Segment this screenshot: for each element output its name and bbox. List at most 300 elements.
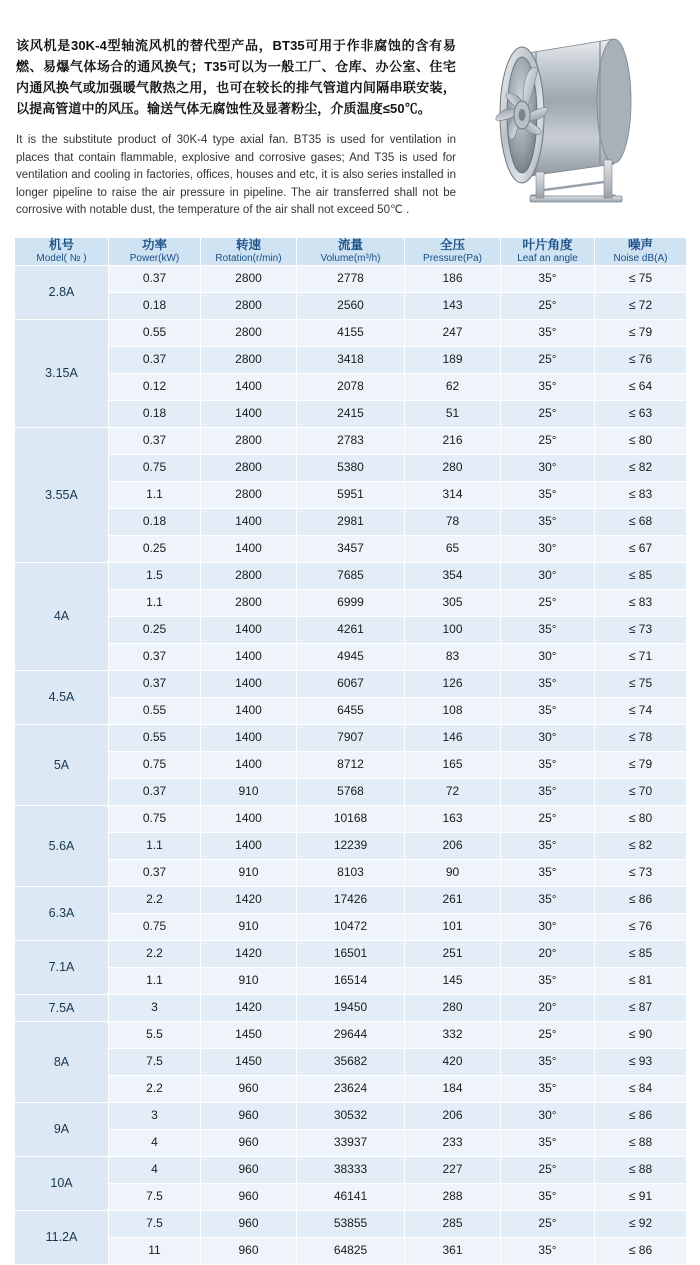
cell-noise: ≤ 72: [595, 292, 687, 319]
cell-volume: 4155: [297, 319, 405, 346]
cell-power: 0.18: [109, 508, 201, 535]
cell-leaf-angle: 35°: [501, 751, 595, 778]
cell-rotation: 2800: [201, 589, 297, 616]
cell-power: 11: [109, 1237, 201, 1264]
table-row: [15, 1048, 687, 1075]
header-cn: 机号: [48, 238, 74, 253]
cell-leaf-angle: 35°: [501, 1183, 595, 1210]
cell-volume: 2981: [297, 508, 405, 535]
cell-noise: ≤ 86: [595, 1237, 687, 1264]
cell-power: 1.1: [109, 967, 201, 994]
cell-volume: 7685: [297, 562, 405, 589]
cell-leaf-angle: 20°: [501, 994, 595, 1021]
table-body: [15, 265, 687, 1264]
cell-leaf-angle: 35°: [501, 1048, 595, 1075]
cell-power: 0.18: [109, 400, 201, 427]
cell-volume: 2078: [297, 373, 405, 400]
cell-pressure: 186: [405, 265, 501, 292]
cell-noise: ≤ 71: [595, 643, 687, 670]
cell-rotation: 1400: [201, 832, 297, 859]
cell-model: 7.5A: [15, 994, 109, 1021]
cell-leaf-angle: 35°: [501, 1075, 595, 1102]
axial-fan-icon: [464, 14, 684, 214]
cell-power: 0.75: [109, 751, 201, 778]
cell-noise: ≤ 73: [595, 859, 687, 886]
cell-rotation: 960: [201, 1156, 297, 1183]
cell-volume: 4261: [297, 616, 405, 643]
column-header-model: [15, 238, 109, 266]
cell-noise: ≤ 73: [595, 616, 687, 643]
header-section: [0, 0, 700, 237]
cell-pressure: 314: [405, 481, 501, 508]
column-header-noise: [595, 238, 687, 266]
cell-leaf-angle: 30°: [501, 724, 595, 751]
cell-volume: 17426: [297, 886, 405, 913]
cell-rotation: 1400: [201, 751, 297, 778]
cell-noise: ≤ 75: [595, 670, 687, 697]
table-row: [15, 940, 687, 967]
cell-power: 5.5: [109, 1021, 201, 1048]
header-cn: 噪声: [627, 238, 653, 253]
cell-power: 0.75: [109, 454, 201, 481]
cell-noise: ≤ 76: [595, 346, 687, 373]
cell-power: 3: [109, 994, 201, 1021]
cell-leaf-angle: 35°: [501, 265, 595, 292]
cell-leaf-angle: 25°: [501, 427, 595, 454]
cell-noise: ≤ 68: [595, 508, 687, 535]
cell-rotation: 960: [201, 1183, 297, 1210]
cell-noise: ≤ 64: [595, 373, 687, 400]
cell-model: 9A: [15, 1102, 109, 1156]
cell-rotation: 1400: [201, 643, 297, 670]
cell-rotation: 2800: [201, 346, 297, 373]
table-header: [15, 238, 687, 266]
table-row: [15, 751, 687, 778]
column-header-leaf-angle: [501, 238, 595, 266]
cell-power: 0.75: [109, 805, 201, 832]
cell-leaf-angle: 35°: [501, 886, 595, 913]
cell-pressure: 216: [405, 427, 501, 454]
cell-pressure: 285: [405, 1210, 501, 1237]
description-block: [16, 22, 464, 231]
cell-volume: 2778: [297, 265, 405, 292]
cell-noise: ≤ 85: [595, 562, 687, 589]
cell-power: 7.5: [109, 1048, 201, 1075]
cell-noise: ≤ 88: [595, 1156, 687, 1183]
header-cn: 转速: [235, 238, 261, 253]
cell-volume: 6455: [297, 697, 405, 724]
cell-power: 0.55: [109, 724, 201, 751]
cell-pressure: 251: [405, 940, 501, 967]
cell-leaf-angle: 35°: [501, 616, 595, 643]
cell-leaf-angle: 25°: [501, 346, 595, 373]
cell-pressure: 62: [405, 373, 501, 400]
cell-volume: 3457: [297, 535, 405, 562]
cell-noise: ≤ 81: [595, 967, 687, 994]
cell-model: 7.1A: [15, 940, 109, 994]
cell-noise: ≤ 87: [595, 994, 687, 1021]
cell-volume: 33937: [297, 1129, 405, 1156]
cell-pressure: 305: [405, 589, 501, 616]
cell-leaf-angle: 35°: [501, 1237, 595, 1264]
table-row: [15, 1129, 687, 1156]
table-row: [15, 319, 687, 346]
cell-power: 3: [109, 1102, 201, 1129]
cell-rotation: 2800: [201, 292, 297, 319]
table-row: [15, 454, 687, 481]
header-en: Power(kW): [129, 253, 180, 265]
cell-noise: ≤ 76: [595, 913, 687, 940]
cell-volume: 46141: [297, 1183, 405, 1210]
cell-model: 4A: [15, 562, 109, 670]
cell-volume: 2783: [297, 427, 405, 454]
table-row: [15, 616, 687, 643]
table-row: [15, 1102, 687, 1129]
cell-power: 1.1: [109, 589, 201, 616]
table-row: [15, 481, 687, 508]
header-en: Noise dB(A): [613, 253, 668, 265]
cell-pressure: 206: [405, 1102, 501, 1129]
cell-noise: ≤ 92: [595, 1210, 687, 1237]
specification-table: [14, 237, 687, 1265]
cell-volume: 35682: [297, 1048, 405, 1075]
cell-pressure: 354: [405, 562, 501, 589]
cell-pressure: 247: [405, 319, 501, 346]
cell-rotation: 1420: [201, 886, 297, 913]
table-row: [15, 724, 687, 751]
cell-pressure: 420: [405, 1048, 501, 1075]
cell-noise: ≤ 88: [595, 1129, 687, 1156]
cell-rotation: 1400: [201, 670, 297, 697]
header-en: Pressure(Pa): [423, 253, 482, 265]
cell-leaf-angle: 25°: [501, 400, 595, 427]
cell-pressure: 165: [405, 751, 501, 778]
table-row: [15, 1156, 687, 1183]
cell-power: 0.55: [109, 319, 201, 346]
table-row: [15, 373, 687, 400]
table-row: [15, 535, 687, 562]
header-row: [15, 238, 687, 266]
cell-leaf-angle: 25°: [501, 1021, 595, 1048]
cell-pressure: 163: [405, 805, 501, 832]
cell-pressure: 78: [405, 508, 501, 535]
cell-pressure: 288: [405, 1183, 501, 1210]
cell-pressure: 90: [405, 859, 501, 886]
cell-volume: 6999: [297, 589, 405, 616]
table-row: [15, 427, 687, 454]
table-row: [15, 778, 687, 805]
cell-pressure: 184: [405, 1075, 501, 1102]
cell-noise: ≤ 93: [595, 1048, 687, 1075]
table-row: [15, 1075, 687, 1102]
cell-rotation: 960: [201, 1102, 297, 1129]
cell-volume: 29644: [297, 1021, 405, 1048]
cell-volume: 64825: [297, 1237, 405, 1264]
cell-pressure: 332: [405, 1021, 501, 1048]
cell-leaf-angle: 35°: [501, 319, 595, 346]
cell-volume: 5768: [297, 778, 405, 805]
cell-power: 1.1: [109, 832, 201, 859]
cell-power: 2.2: [109, 886, 201, 913]
cell-noise: ≤ 79: [595, 319, 687, 346]
cell-volume: 3418: [297, 346, 405, 373]
cell-rotation: 2800: [201, 454, 297, 481]
cell-leaf-angle: 30°: [501, 1102, 595, 1129]
cell-pressure: 101: [405, 913, 501, 940]
cell-rotation: 910: [201, 859, 297, 886]
cell-volume: 8712: [297, 751, 405, 778]
cell-pressure: 145: [405, 967, 501, 994]
cell-noise: ≤ 86: [595, 1102, 687, 1129]
cell-noise: ≤ 75: [595, 265, 687, 292]
cell-pressure: 143: [405, 292, 501, 319]
cell-rotation: 960: [201, 1075, 297, 1102]
cell-volume: 10168: [297, 805, 405, 832]
cell-rotation: 960: [201, 1210, 297, 1237]
header-cn: 流量: [337, 238, 363, 253]
cell-model: 5.6A: [15, 805, 109, 886]
cell-leaf-angle: 20°: [501, 940, 595, 967]
cell-power: 7.5: [109, 1183, 201, 1210]
table-row: [15, 508, 687, 535]
cell-rotation: 1400: [201, 373, 297, 400]
cell-power: 0.75: [109, 913, 201, 940]
cell-power: 2.2: [109, 940, 201, 967]
cell-leaf-angle: 35°: [501, 859, 595, 886]
table-row: [15, 1210, 687, 1237]
cell-volume: 53855: [297, 1210, 405, 1237]
cell-power: 1.5: [109, 562, 201, 589]
cell-rotation: 1420: [201, 994, 297, 1021]
table-row: [15, 1021, 687, 1048]
fan-illustration: [464, 14, 684, 214]
cell-rotation: 910: [201, 913, 297, 940]
header-en: Model( № ): [36, 253, 87, 265]
cell-pressure: 72: [405, 778, 501, 805]
cell-noise: ≤ 82: [595, 454, 687, 481]
cell-noise: ≤ 84: [595, 1075, 687, 1102]
table-row: [15, 1183, 687, 1210]
cell-leaf-angle: 35°: [501, 832, 595, 859]
cell-noise: ≤ 80: [595, 427, 687, 454]
cell-volume: 30532: [297, 1102, 405, 1129]
cell-noise: ≤ 80: [595, 805, 687, 832]
cell-rotation: 910: [201, 778, 297, 805]
cell-rotation: 2800: [201, 481, 297, 508]
cell-noise: ≤ 85: [595, 940, 687, 967]
cell-rotation: 2800: [201, 319, 297, 346]
cell-pressure: 206: [405, 832, 501, 859]
cell-rotation: 1400: [201, 724, 297, 751]
cell-noise: ≤ 74: [595, 697, 687, 724]
header-en: Volume(m³/h): [320, 253, 381, 265]
cell-model: 4.5A: [15, 670, 109, 724]
cell-volume: 38333: [297, 1156, 405, 1183]
description-english: It is the substitute product of 30K-4 type axial fan. BT35 is used for ventilation in places that contain flammable, explosive and corrosive gases; And T35 is used for ventilation and cooling in factories, offices, houses and etc, it is also series installed in longer pipeline to raise the air pressure in pipeline. The air transferred shall not be corrosive with notable dust, the temperature of the air shall not exceed 50℃ .: [16, 134, 456, 217]
header-en: Rotation(r/min): [215, 253, 282, 265]
cell-power: 0.25: [109, 535, 201, 562]
cell-volume: 5380: [297, 454, 405, 481]
table-row: [15, 994, 687, 1021]
header-cn: 全压: [439, 238, 465, 253]
table-row: [15, 346, 687, 373]
cell-leaf-angle: 30°: [501, 643, 595, 670]
cell-noise: ≤ 63: [595, 400, 687, 427]
cell-leaf-angle: 35°: [501, 508, 595, 535]
cell-rotation: 2800: [201, 265, 297, 292]
cell-power: 0.37: [109, 859, 201, 886]
cell-leaf-angle: 30°: [501, 535, 595, 562]
cell-power: 7.5: [109, 1210, 201, 1237]
cell-volume: 10472: [297, 913, 405, 940]
cell-pressure: 280: [405, 994, 501, 1021]
cell-rotation: 1450: [201, 1021, 297, 1048]
cell-leaf-angle: 35°: [501, 1129, 595, 1156]
table-row: [15, 859, 687, 886]
table-row: [15, 589, 687, 616]
cell-rotation: 960: [201, 1237, 297, 1264]
cell-volume: 2415: [297, 400, 405, 427]
table-row: [15, 670, 687, 697]
cell-power: 1.1: [109, 481, 201, 508]
table-row: [15, 292, 687, 319]
cell-pressure: 233: [405, 1129, 501, 1156]
cell-model: 11.2A: [15, 1210, 109, 1264]
table-row: [15, 643, 687, 670]
table-row: [15, 832, 687, 859]
column-header-power: [109, 238, 201, 266]
cell-leaf-angle: 25°: [501, 589, 595, 616]
cell-noise: ≤ 83: [595, 589, 687, 616]
table-row: [15, 967, 687, 994]
cell-pressure: 189: [405, 346, 501, 373]
cell-power: 0.12: [109, 373, 201, 400]
cell-pressure: 146: [405, 724, 501, 751]
cell-model: 2.8A: [15, 265, 109, 319]
cell-pressure: 361: [405, 1237, 501, 1264]
cell-rotation: 1400: [201, 535, 297, 562]
description-chinese: 该风机是30K-4型轴流风机的替代型产品，BT35可用于作非腐蚀的含有易燃、易爆气体场合的通风换气；T35可以为一般工厂、仓库、办公室、住宅内通风换气或加强暖气散热之用，也可在较长的排气管道内间隔串联安装，以提高管道中的风压。输送气体无腐蚀性及显著粉尘，介质温度≤50℃。: [16, 38, 456, 117]
header-cn: 叶片角度: [522, 238, 573, 253]
table-row: [15, 913, 687, 940]
cell-noise: ≤ 86: [595, 886, 687, 913]
cell-power: 0.37: [109, 643, 201, 670]
cell-pressure: 126: [405, 670, 501, 697]
cell-model: 3.55A: [15, 427, 109, 562]
cell-model: 5A: [15, 724, 109, 805]
cell-rotation: 2800: [201, 427, 297, 454]
cell-volume: 19450: [297, 994, 405, 1021]
cell-volume: 7907: [297, 724, 405, 751]
cell-leaf-angle: 35°: [501, 670, 595, 697]
header-cn: 功率: [141, 238, 167, 253]
cell-leaf-angle: 25°: [501, 1156, 595, 1183]
cell-noise: ≤ 67: [595, 535, 687, 562]
cell-pressure: 83: [405, 643, 501, 670]
table-row: [15, 1237, 687, 1264]
cell-rotation: 1400: [201, 697, 297, 724]
cell-leaf-angle: 35°: [501, 778, 595, 805]
header-en: Leaf an angle: [517, 253, 578, 265]
cell-rotation: 1400: [201, 508, 297, 535]
cell-leaf-angle: 30°: [501, 913, 595, 940]
table-row: [15, 562, 687, 589]
cell-leaf-angle: 35°: [501, 967, 595, 994]
cell-power: 0.37: [109, 670, 201, 697]
column-header-volume: [297, 238, 405, 266]
cell-leaf-angle: 35°: [501, 481, 595, 508]
cell-noise: ≤ 78: [595, 724, 687, 751]
cell-noise: ≤ 79: [595, 751, 687, 778]
cell-volume: 4945: [297, 643, 405, 670]
table-row: [15, 265, 687, 292]
cell-leaf-angle: 30°: [501, 454, 595, 481]
cell-noise: ≤ 70: [595, 778, 687, 805]
cell-rotation: 2800: [201, 562, 297, 589]
cell-model: 8A: [15, 1021, 109, 1102]
cell-pressure: 108: [405, 697, 501, 724]
cell-volume: 2560: [297, 292, 405, 319]
cell-pressure: 51: [405, 400, 501, 427]
cell-pressure: 280: [405, 454, 501, 481]
table-row: [15, 697, 687, 724]
cell-volume: 16501: [297, 940, 405, 967]
cell-model: 3.15A: [15, 319, 109, 427]
cell-power: 0.55: [109, 697, 201, 724]
column-header-rotation: [201, 238, 297, 266]
table-row: [15, 805, 687, 832]
table-row: [15, 400, 687, 427]
cell-noise: ≤ 83: [595, 481, 687, 508]
column-header-pressure: [405, 238, 501, 266]
cell-rotation: 1400: [201, 616, 297, 643]
cell-rotation: 1420: [201, 940, 297, 967]
cell-leaf-angle: 35°: [501, 697, 595, 724]
cell-volume: 6067: [297, 670, 405, 697]
table-row: [15, 886, 687, 913]
cell-power: 0.25: [109, 616, 201, 643]
cell-rotation: 1400: [201, 805, 297, 832]
specification-table-container: [0, 237, 700, 1265]
cell-model: 10A: [15, 1156, 109, 1210]
cell-power: 0.37: [109, 778, 201, 805]
cell-power: 0.37: [109, 265, 201, 292]
cell-volume: 8103: [297, 859, 405, 886]
cell-pressure: 261: [405, 886, 501, 913]
cell-power: 0.18: [109, 292, 201, 319]
cell-volume: 16514: [297, 967, 405, 994]
cell-pressure: 100: [405, 616, 501, 643]
cell-rotation: 1450: [201, 1048, 297, 1075]
cell-leaf-angle: 25°: [501, 292, 595, 319]
cell-power: 4: [109, 1156, 201, 1183]
cell-volume: 23624: [297, 1075, 405, 1102]
cell-leaf-angle: 30°: [501, 562, 595, 589]
cell-pressure: 227: [405, 1156, 501, 1183]
cell-power: 2.2: [109, 1075, 201, 1102]
cell-leaf-angle: 35°: [501, 373, 595, 400]
cell-volume: 5951: [297, 481, 405, 508]
cell-leaf-angle: 25°: [501, 805, 595, 832]
cell-power: 4: [109, 1129, 201, 1156]
cell-noise: ≤ 91: [595, 1183, 687, 1210]
cell-noise: ≤ 90: [595, 1021, 687, 1048]
cell-noise: ≤ 82: [595, 832, 687, 859]
cell-rotation: 1400: [201, 400, 297, 427]
cell-rotation: 910: [201, 967, 297, 994]
cell-power: 0.37: [109, 427, 201, 454]
cell-rotation: 960: [201, 1129, 297, 1156]
